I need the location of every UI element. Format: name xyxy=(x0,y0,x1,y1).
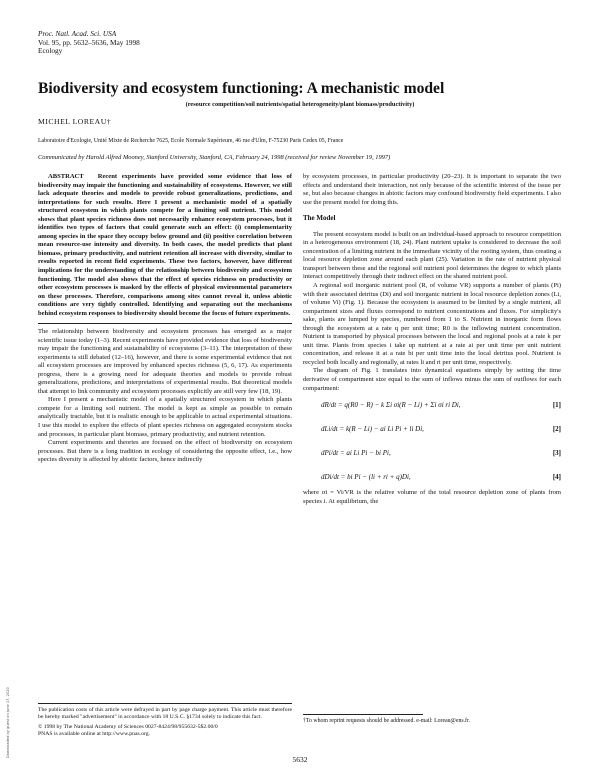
equation-1: dR/dt = q(R0 − R) − k Σi σi(R − Li) + Σi σi ri Di, [1] xyxy=(321,400,561,409)
paper-title: Biodiversity and ecosystem functioning: A mechanistic model xyxy=(38,80,445,97)
reprint-text: †To whom reprint requests should be addressed. e-mail: Loreau@ens.fr. xyxy=(303,717,471,724)
after-equations: where σi = Vi/VR is the relative volume of the total resource depletion zone of plants from species i. At equilibrium, the xyxy=(303,489,561,505)
abstract-rule xyxy=(38,323,292,324)
reprint-footnote xyxy=(303,714,561,725)
intro-paragraph-3: Current experiments and theories are focused on the effect of biodiversity on ecosystem processes. But there is a long tradition in ecology of considering the opposite effect, i.e., how species diversity is affected by abiotic factors, hence indirectly xyxy=(38,439,292,464)
journal-header xyxy=(38,30,140,56)
intro-paragraph-1: The relationship between biodiversity and ecosystem processes has emerged as a major scientific issue today (1–3). Recent experiments have provided evidence that loss of biodiversity may impair the functioning and sustainability of ecosystems (3–11). The interpretation of these experiments is still debated (12–16), however, and there is some experimental evidence that not all ecosystem processes are improved by enhanced species richness (5, 6, 17). As experiments progress, there is a growing need for adequate theories and models to provide robust generalizations, predictions, and interpretations of experimental results. But theoretical models that attempt to link community and ecosystem processes explicitly are still very few (18, 19). xyxy=(38,327,292,395)
affiliation: Laboratoire d'Ecologie, Unité Mixte de Recherche 7625, Ecole Normale Supérieure, 46 rue d'Ulm, F-75230 Paris Cedex 05, France xyxy=(38,138,344,144)
journal-name: Proc. Natl. Acad. Sci. USA xyxy=(38,29,117,38)
left-column xyxy=(38,173,292,465)
equation-4: dDi/dt = bi Pi − (li + ri + q)Di, [4] xyxy=(321,472,561,481)
section-heading-model: The Model xyxy=(303,214,336,223)
model-paragraph-1: The present ecosystem model is built on an individual-based approach to resource competition in a heterogeneous environment (18, 24). Plant nutrient uptake is considered to decrease the soil concentration of a limiting nutrient in the immediate vicinity of the rooting system, thus creating a local resource depletion zone around each plant (25). Variation in the rate of nutrient physical transport between these and the regional soil nutrient pool determines the degree to which plants interact competitively through their indirect effect on the shared nutrient pool. xyxy=(303,230,561,281)
abstract-text: Recent experiments have provided some evidence that loss of biodiversity may impair the functioning and sustainability of ecosystems. However, we still lack adequate theories and models to provide robust generalizations, predictions, and interpretations for such results. Here I present a mechanistic model of a spatially structured ecosystem in which plants compete for a limiting soil nutrient. This model shows that plant species richness does not necessarily enhance ecosystem processes, but it identifies two types of factors that could generate such an effect: (i) complementarity among species in the space they occupy below ground and (ii) positive correlation between mean resource-use intensity and diversity. In both cases, the model predicts that plant biomass, primary productivity, and nutrient retention all increase with diversity, similar to results reported in recent field experiments. These two factors, however, have different implications for the understanding of the relationship between biodiversity and ecosystem functioning. The model also shows that the effect of species richness on productivity or other ecosystem processes is masked by the effects of physical environmental parameters on these processes. Therefore, comparisons among sites cannot reveal it, unless abiotic conditions are very tightly controlled. Identifying and separating out the mechanisms behind ecosystem responses to biodiversity should become the focus of future experiments. xyxy=(38,173,292,317)
intro-paragraph-2: Here I present a mechanistic model of a spatially structured ecosystem in which plants compete for a limiting soil nutrient. The model is kept as simple as possible to remain analytically tractable, but it is realistic enough to be applicable to actual experimental situations. I use this model to explore the effects of plant species richness on aggregated ecosystem stocks and processes, in particular plant biomass, primary productivity, and nutrient retention. xyxy=(38,396,292,438)
footnote-copyright: © 1998 by The National Academy of Sciences 0027-8424/98/955632-5$2.00/0 xyxy=(38,723,218,730)
footnote-rule xyxy=(38,703,292,704)
side-watermark xyxy=(0,640,10,760)
right-intro: by ecosystem processes, in particular productivity (20–23). It is important to separate the two effects and understand their interaction, not only because of the scientific interest of the issue per se, but also because changes in abiotic factors may confound biodiversity field experiments. I also use the present model for doing this. xyxy=(303,173,561,206)
model-paragraph-3: The diagram of Fig. 1 translates into dynamical equations simply by setting the time derivative of compartment size equal to the sum of inflows minus the sum of outflows for each compartment: xyxy=(303,367,561,392)
abstract xyxy=(38,173,292,318)
author: MICHEL LOREAU† xyxy=(38,117,112,126)
publication-footnote xyxy=(38,703,292,738)
reprint-rule xyxy=(303,714,423,715)
right-column xyxy=(303,173,561,506)
footnote-charge: The publication costs of this article were defrayed in part by page charge payment. This article must therefore be hereby marked "advertisement" in accordance with 18 U.S.C. §1734 solely to indicate this fact. xyxy=(38,706,292,720)
footnote-online: PNAS is available online at http://www.pnas.org. xyxy=(38,730,150,737)
model-paragraph-2: A regional soil inorganic nutrient pool (R, of volume VR) supports a number of plants (Pi) with their associated detritus (Di) and soil inorganic nutrient in local resource depletion zones (Li, of volume Vi) (Fig. 1). Because the ecosystem is assumed to be limited by a single nutrient, all compartment sizes and fluxes correspond to nutrient concentrations and fluxes. For simplicity's sake, plants are lumped by species, numbered from 1 to S. Nutrient in inorganic form flows through the ecosystem at a rate q per unit time; R0 is the inflowing nutrient concentration. Nutrient is transported by physical processes between the local and regional pools at a rate k per unit time. Plants from species i take up nutrient at a rate ai per unit time per unit nutrient concentration, and release it at a rate bi per unit time into the local detritus pool. Nutrient is recycled both locally and regionally, at rates li and ri per unit time, respectively. xyxy=(303,282,561,366)
abstract-label: ABSTRACT xyxy=(48,173,84,180)
journal-volume: Vol. 95, pp. 5632–5636, May 1998 xyxy=(38,37,140,47)
communicated-by: Communicated by Harold Alfred Mooney, Stanford University, Stanford, CA, February 24, 1998 (received for review November 19, 1997) xyxy=(38,154,391,161)
download-note: Downloaded by guest on June 17, 2020 xyxy=(6,687,10,758)
equation-2: dLi/dt = k(R − Li) − ai Li Pi + li Di, [2] xyxy=(321,424,561,433)
journal-section: Ecology xyxy=(38,46,63,56)
page-number: 5632 xyxy=(292,755,308,764)
equations xyxy=(303,393,561,489)
keywords: (resource competition/soil nutrients/spatial heterogeneity/plant biomass/productivity) xyxy=(185,101,415,108)
equation-3: dPi/dt = ai Li Pi − bi Pi, [3] xyxy=(321,448,561,457)
